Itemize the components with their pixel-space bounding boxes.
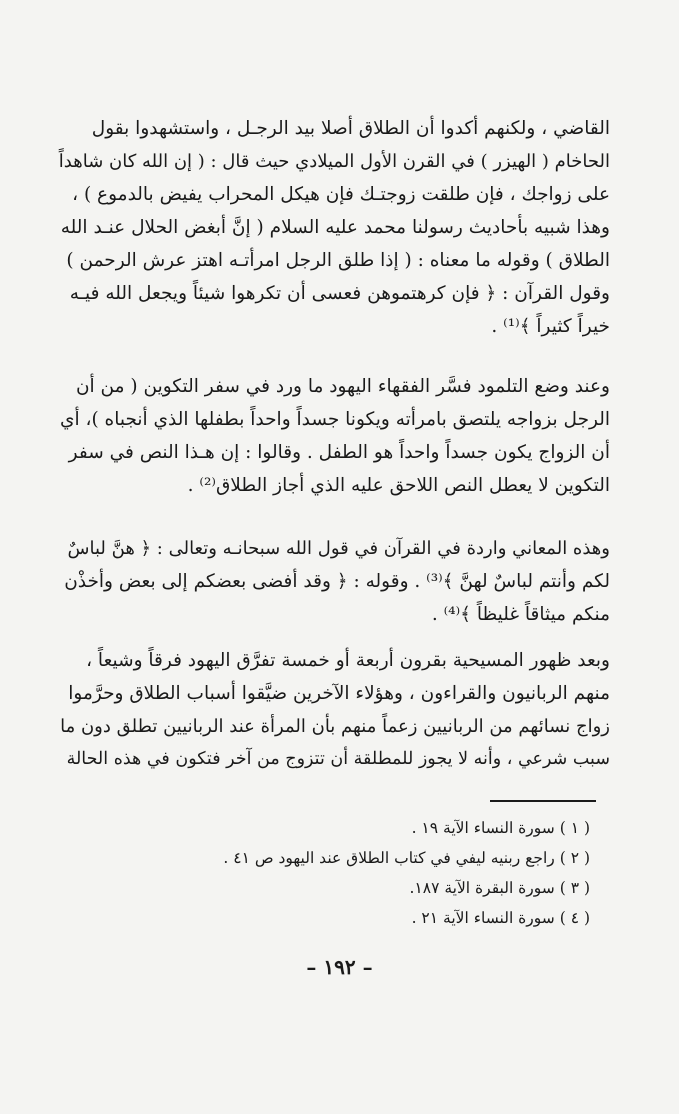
page-number: – ١٩٢ – <box>306 955 373 979</box>
text-line: الحاخام ( الهيزر ) في القرن الأول الميلادي حيث قال : ( إن الله كان شاهداً <box>58 151 610 172</box>
footnote-separator <box>490 800 596 802</box>
footnote: ( ١ ) سورة النساء الآية ١٩ . <box>411 819 590 837</box>
paragraph-4 <box>55 644 610 776</box>
text-line: سبب شرعي ، وأنه لا يجوز للمطلقة أن تتزوج من آخر فتكون في هذه الحالة <box>66 749 610 769</box>
text-line: لكم وأنتم لباسٌ لهنَّ ﴾⁽³⁾ . وقوله : ﴿ وقد أفضى بعضكم إلى بعض وأخذْن <box>64 571 610 592</box>
text-line: وبعد ظهور المسيحية بقرون أربعة أو خمسة تفرَّق اليهود فرقاً وشيعاً ، <box>86 650 610 671</box>
footnote: ( ٢ ) راجع ربنيه ليفي في كتاب الطلاق عند اليهود ص ٤١ . <box>223 849 590 867</box>
paragraph-2 <box>55 370 610 502</box>
text-line: أن الزواج يكون جسداً واحداً هو الطفل . وقالوا : إن هـذا النص في سفر <box>68 442 610 463</box>
text-line: وعند وضع التلمود فسَّر الفقهاء اليهود ما ورد في سفر التكوين ( من أن <box>75 376 610 397</box>
footnotes <box>120 813 590 933</box>
paragraph-3 <box>55 532 610 631</box>
text-line: وهذه المعاني واردة في القرآن في قول الله سبحانـه وتعالى : ﴿ هنَّ لباسٌ <box>67 538 610 559</box>
footnote: ( ٤ ) سورة النساء الآية ٢١ . <box>411 909 590 927</box>
text-line: منهم الربانيون والقراءون ، وهؤلاء الآخرين ضيَّقوا أسباب الطلاق وحرَّموا <box>68 683 610 704</box>
text-line: منكم ميثاقاً غليظاً ﴾⁽⁴⁾ . <box>431 604 610 625</box>
text-line: على زواجك ، فإن طلقت زوجتـك فإن هيكل المحراب يفيض بالدموع ) ، <box>72 184 610 205</box>
text-line: الطلاق ) وقوله ما معناه : ( إذا طلق الرجل امرأتـه اهتز عرش الرحمن ) <box>66 250 610 271</box>
paragraph-1 <box>55 112 610 343</box>
text-line: وهذا شبيه بأحاديث رسولنا محمد عليه السلام ( إنَّ أبغض الحلال عنـد الله <box>60 217 610 238</box>
text-line: خيراً كثيراً ﴾⁽¹⁾ . <box>491 316 610 337</box>
text-line: التكوين لا يعطل النص اللاحق عليه الذي أجاز الطلاق⁽²⁾ . <box>187 475 610 496</box>
footnote: ( ٣ ) سورة البقرة الآية ١٨٧. <box>409 879 590 897</box>
text-line: القاضي ، ولكنهم أكدوا أن الطلاق أصلا بيد الرجـل ، واستشهدوا بقول <box>91 118 610 139</box>
text-line: زواج نسائهم من الربانيين زعماً منهم بأن المرأة عند الربانيين تطلق دون ما <box>60 716 610 737</box>
text-line: وقول القرآن : ﴿ فإن كرهتموهن فعسى أن تكرهوا شيئاً ويجعل الله فيـه <box>69 283 610 304</box>
text-line: الرجل بزواجه يلتصق بامرأته ويكونا جسداً واحداً بطفلها الذي أنجباه )، أي <box>59 409 610 430</box>
